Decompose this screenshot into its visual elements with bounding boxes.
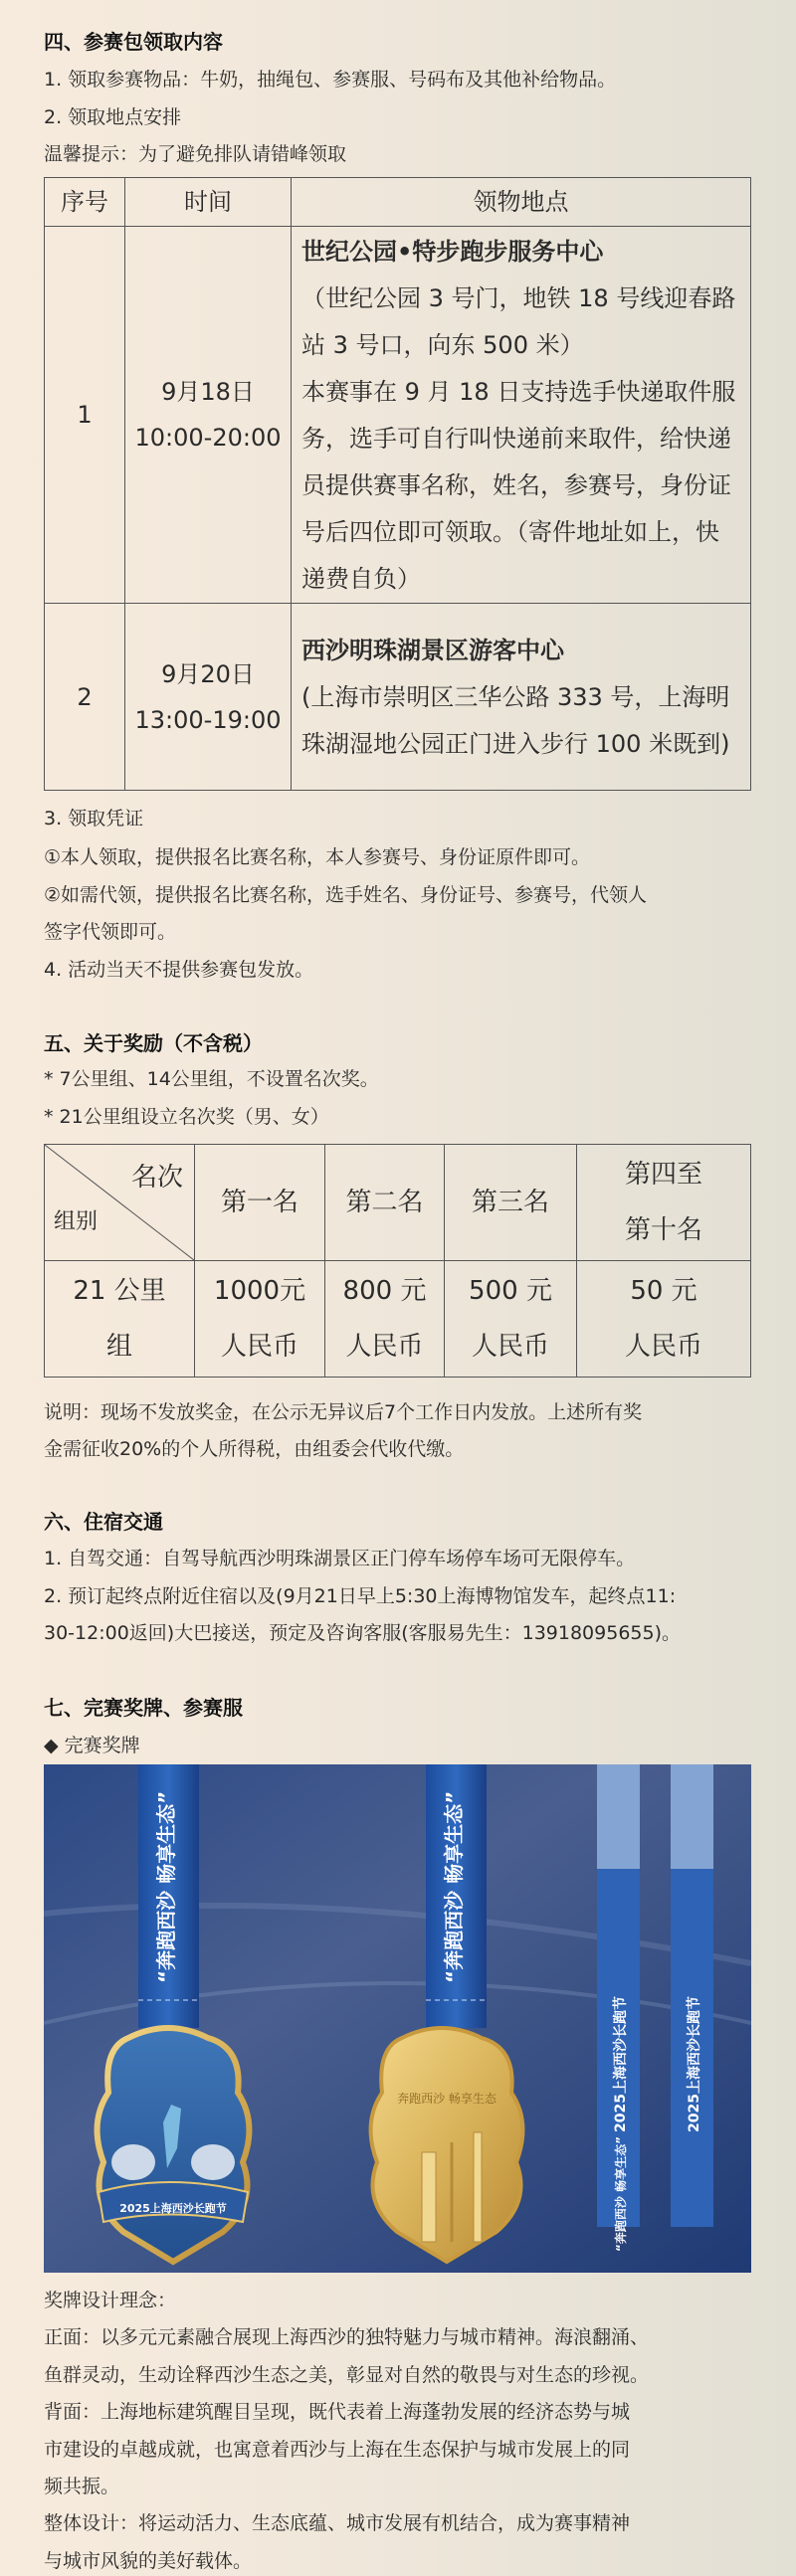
award-note-1: * 7公里组、14公里组，不设置名次奖。 xyxy=(44,1068,379,1090)
design-line: 鱼群灵动，生动诠释西沙生态之美，彰显对自然的敬畏与对生态的珍视。 xyxy=(44,2364,650,2386)
pickup-tip: 温馨提示：为了避免排队请错峰领取 xyxy=(44,143,347,165)
header-third: 第三名 xyxy=(445,1145,577,1261)
self-drive: 1. 自驾交通：自驾导航西沙明珠湖景区正门停车场停车场可无限停车。 xyxy=(44,1548,636,1569)
row-time: 9月20日 13:00-19:00 xyxy=(125,604,292,791)
group-cell: 21 公里 组 xyxy=(45,1261,195,1378)
ribbon-back xyxy=(426,1764,487,2028)
medal-back xyxy=(371,2028,523,2262)
design-line: 整体设计：将运动活力、生态底蕴、城市发展有机结合，成为赛事精神 xyxy=(44,2512,631,2534)
header-fourth-tenth: 第四至 第十名 xyxy=(577,1145,751,1261)
svg-text:“奔跑西沙 畅享生态”: “奔跑西沙 畅享生态” xyxy=(614,2136,628,2252)
row-place xyxy=(292,604,751,791)
place-note: 本赛事在 9 月 18 日支持选手快递取件服务，选手可自行叫快递前来取件，给快递员提供赛事名称，姓名，参赛号，身份证号后四位即可领取。（寄件地址如上，快递费自负） xyxy=(301,378,736,593)
prize-fourth-tenth: 50 元 人民币 xyxy=(577,1261,751,1378)
credential-proxy-cont: 签字代领即可。 xyxy=(44,921,177,943)
table-row xyxy=(45,227,751,604)
pickup-table xyxy=(44,177,751,791)
svg-text:2025上海西沙长跑节: 2025上海西沙长跑节 xyxy=(687,1996,702,2132)
place-detail: （世纪公园 3 号门，地铁 18 号线迎春路站 3 号口，向东 500 米） xyxy=(301,284,736,359)
svg-text:2025上海西沙长跑节: 2025上海西沙长跑节 xyxy=(613,1996,629,2132)
prize-table xyxy=(44,1144,751,1378)
design-line: 正面：以多元元素融合展现上海西沙的独特魅力与城市精神。海浪翻涌、 xyxy=(44,2326,650,2348)
row-time: 9月18日 10:00-20:00 xyxy=(125,227,292,604)
row-place xyxy=(292,227,751,604)
medal-bullet: ◆ 完赛奖牌 xyxy=(44,1735,140,1756)
shuttle-info-cont: 30-12:00返回)大巴接送，预定及咨询客服(客服易先生：13918095655)。 xyxy=(44,1622,681,1644)
ribbon-front xyxy=(138,1764,199,2028)
svg-text:奔跑西沙 畅享生态: 奔跑西沙 畅享生态 xyxy=(397,2092,497,2106)
section-title-awards: 五、关于奖励（不含税） xyxy=(44,1031,263,1055)
design-line: 背面：上海地标建筑醒目呈现，既代表着上海蓬勃发展的经济态势与城 xyxy=(44,2401,631,2423)
corner-rank: 名次 xyxy=(130,1163,183,1193)
section-title-medal: 七、完赛奖牌、参赛服 xyxy=(44,1696,243,1720)
credential-proxy: ②如需代领，提供报名比赛名称，选手姓名、身份证号、参赛号，代领人 xyxy=(44,884,648,906)
header-place: 领物地点 xyxy=(292,178,751,227)
row-no: 1 xyxy=(45,227,125,604)
table-row xyxy=(45,604,751,791)
pickup-credential: 3. 领取凭证 xyxy=(44,808,144,829)
prize-third: 500 元 人民币 xyxy=(445,1261,577,1378)
place-name: 世纪公园•特步跑步服务中心 xyxy=(301,238,604,266)
header-no: 序号 xyxy=(45,178,125,227)
medal-image xyxy=(44,1764,751,2273)
corner-cell xyxy=(45,1145,195,1261)
credential-self: ①本人领取，提供报名比赛名称，本人参赛号、身份证原件即可。 xyxy=(44,846,591,868)
place-detail: (上海市崇明区三华公路 333 号，上海明珠湖湿地公园正门进入步行 100 米既到) xyxy=(301,683,730,758)
header-time: 时间 xyxy=(125,178,292,227)
place-name: 西沙明珠湖景区游客中心 xyxy=(301,637,564,664)
award-note-2: * 21公里组设立名次奖（男、女） xyxy=(44,1106,329,1128)
svg-text:“奔跑西沙 畅享生态”: “奔跑西沙 畅享生态” xyxy=(154,1790,178,1983)
prize-first: 1000元 人民币 xyxy=(195,1261,325,1378)
table-row xyxy=(45,1261,751,1378)
shuttle-info: 2. 预订起终点附近住宿以及(9月21日早上5:30上海博物馆发车，起终点11: xyxy=(44,1585,677,1607)
award-explain-cont: 金需征收20%的个人所得税，由组委会代收代缴。 xyxy=(44,1438,465,1460)
header-second: 第二名 xyxy=(325,1145,445,1261)
design-line: 频共振。 xyxy=(44,2476,120,2497)
kit-items: 1. 领取参赛物品：牛奶，抽绳包、参赛服、号码布及其他补给物品。 xyxy=(44,69,617,91)
no-same-day: 4. 活动当天不提供参赛包发放。 xyxy=(44,959,314,981)
design-concept-title: 奖牌设计理念： xyxy=(44,2290,177,2311)
svg-text:2025上海西沙长跑节: 2025上海西沙长跑节 xyxy=(119,2202,227,2215)
section-title-kit-pickup: 四、参赛包领取内容 xyxy=(44,30,223,54)
design-line: 与城市风貌的美好载体。 xyxy=(44,2550,253,2572)
diagonal-line xyxy=(45,1145,194,1260)
row-no: 2 xyxy=(45,604,125,791)
section-title-transport: 六、住宿交通 xyxy=(44,1510,163,1534)
award-explain: 说明：现场不发放奖金，在公示无异议后7个工作日内发放。上述所有奖 xyxy=(44,1401,643,1423)
medal-front xyxy=(98,2028,250,2262)
prize-second: 800 元 人民币 xyxy=(325,1261,445,1378)
svg-text:“奔跑西沙 畅享生态”: “奔跑西沙 畅享生态” xyxy=(442,1790,466,1983)
design-line: 市建设的卓越成就，也寓意着西沙与上海在生态保护与城市发展上的同 xyxy=(44,2439,631,2461)
header-first: 第一名 xyxy=(195,1145,325,1261)
pickup-arrangement: 2. 领取地点安排 xyxy=(44,106,182,128)
corner-group: 组别 xyxy=(54,1209,99,1234)
